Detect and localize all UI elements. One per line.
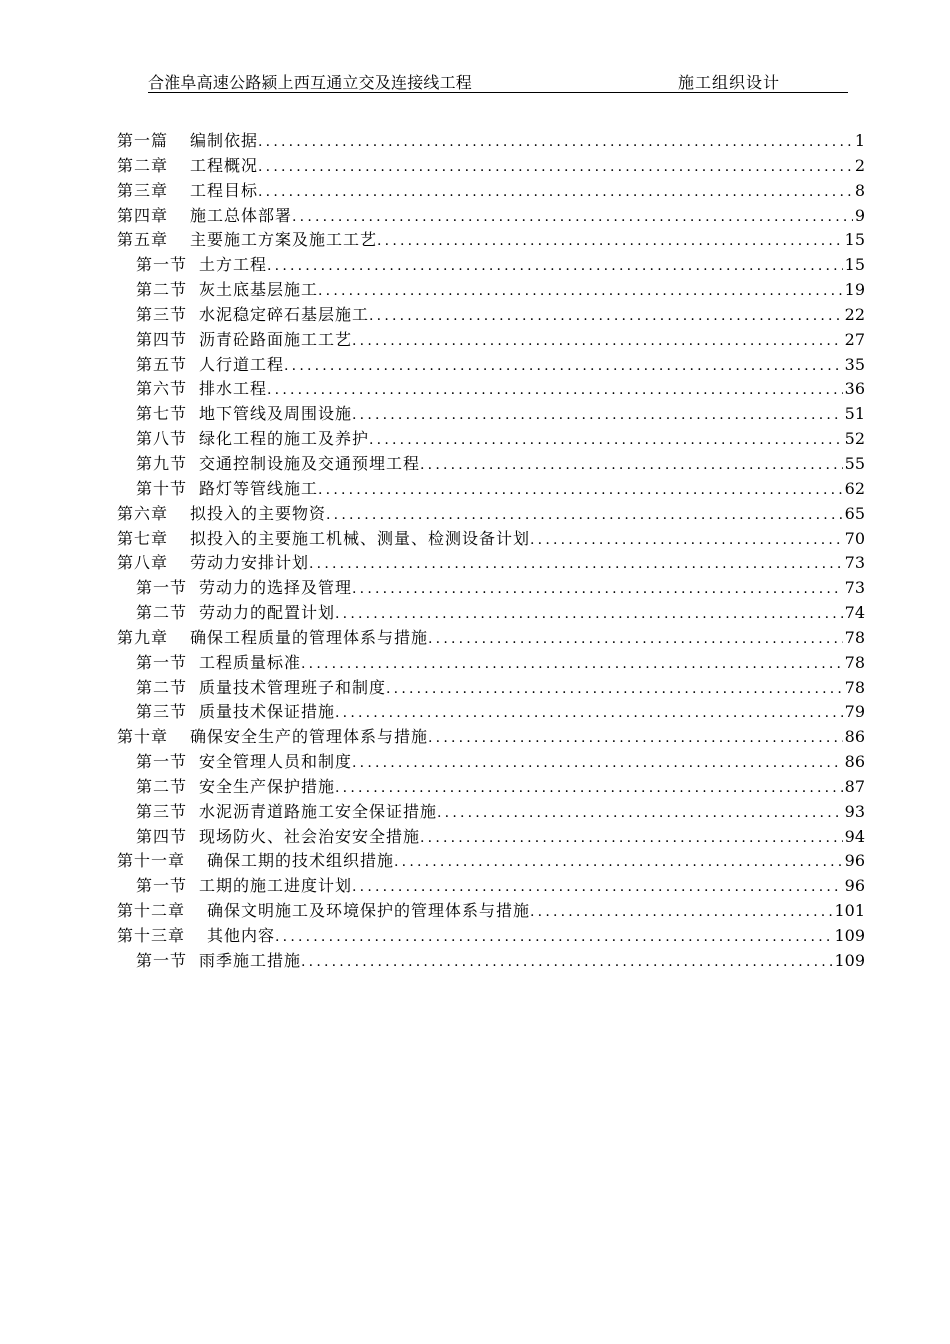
toc-section-entry[interactable] <box>117 650 865 675</box>
toc-entry-number: 第二节 <box>136 776 188 796</box>
toc-entry-page-number: 109 <box>834 950 865 970</box>
toc-entry-title: 施工总体部署 <box>190 205 293 225</box>
toc-entry-number: 第三节 <box>136 702 188 722</box>
toc-entry-page-number: 74 <box>844 603 865 623</box>
toc-entry-title: 地下管线及周围设施 <box>199 404 353 424</box>
dot-leader <box>267 382 843 398</box>
toc-entry-number: 第九章 <box>117 627 169 647</box>
toc-entry-page-number: 15 <box>844 255 865 275</box>
toc-entry-page-number: 1 <box>854 131 865 150</box>
toc-chapter-entry[interactable] <box>117 526 865 551</box>
toc-entry-page-number: 78 <box>844 627 865 647</box>
toc-entry-title: 编制依据 <box>190 131 259 150</box>
toc-section-entry[interactable] <box>117 352 865 377</box>
toc-entry-page-number: 70 <box>844 528 865 548</box>
toc-section-entry[interactable] <box>117 426 865 451</box>
toc-entry-page-number: 27 <box>844 329 865 349</box>
dot-leader <box>377 233 843 249</box>
toc-entry-page-number: 73 <box>844 578 865 598</box>
toc-entry-number: 第二节 <box>136 603 188 623</box>
toc-section-entry[interactable] <box>117 799 865 824</box>
toc-section-entry[interactable] <box>117 774 865 799</box>
toc-entry-title: 水泥沥青道路施工安全保证措施 <box>199 801 438 821</box>
toc-entry-number: 第四章 <box>117 205 169 225</box>
toc-chapter-entry[interactable] <box>117 724 865 749</box>
dot-leader <box>301 656 843 672</box>
page-header <box>148 68 848 93</box>
toc-entry-page-number: 35 <box>844 354 865 374</box>
toc-entry-number: 第六节 <box>136 379 188 399</box>
toc-entry-page-number: 87 <box>844 776 865 796</box>
toc-entry-title: 确保文明施工及环境保护的管理体系与措施 <box>207 901 531 921</box>
dot-leader <box>267 258 843 274</box>
toc-entry-page-number: 65 <box>844 503 865 523</box>
toc-entry-title: 劳动力安排计划 <box>190 553 310 573</box>
toc-section-entry[interactable] <box>117 327 865 352</box>
toc-entry-number: 第十一章 <box>117 851 186 871</box>
toc-entry-number: 第一节 <box>136 578 188 598</box>
toc-entry-number: 第五章 <box>117 230 169 250</box>
toc-entry-page-number: 109 <box>834 926 865 945</box>
toc-entry-page-number: 8 <box>854 180 865 200</box>
toc-entry-page-number: 62 <box>844 478 865 498</box>
dot-leader <box>309 556 843 572</box>
dot-leader <box>292 209 853 225</box>
header-project-title: 合淮阜高速公路颍上西互通立交及连接线工程 <box>148 73 473 92</box>
toc-entry-number: 第四节 <box>136 826 188 846</box>
toc-entry-page-number: 86 <box>844 752 865 772</box>
dot-leader <box>258 184 853 200</box>
toc-entry-title: 水泥稳定碎石基层施工 <box>199 304 370 324</box>
toc-section-entry[interactable] <box>117 451 865 476</box>
toc-entry-title: 主要施工方案及施工工艺 <box>190 230 378 250</box>
toc-chapter-entry[interactable] <box>117 848 865 873</box>
dot-leader <box>318 482 843 498</box>
toc-entry-page-number: 51 <box>844 404 865 424</box>
toc-entry-page-number: 36 <box>844 379 865 399</box>
header-document-type: 施工组织设计 <box>678 73 781 92</box>
dot-leader <box>352 333 843 349</box>
dot-leader <box>386 681 843 697</box>
toc-entry-number: 第十三章 <box>117 926 186 945</box>
toc-entry-page-number: 86 <box>844 727 865 747</box>
dot-leader <box>369 432 843 448</box>
toc-entry-number: 第二节 <box>136 280 188 300</box>
dot-leader <box>352 755 843 771</box>
toc-entry-number: 第四节 <box>136 329 188 349</box>
toc-entry-number: 第八章 <box>117 553 169 573</box>
dot-leader <box>335 780 843 796</box>
toc-entry-number: 第一节 <box>136 950 188 970</box>
toc-entry-number: 第十节 <box>136 478 188 498</box>
toc-chapter-entry[interactable] <box>117 128 865 153</box>
toc-entry-title: 拟投入的主要施工机械、测量、检测设备计划 <box>190 528 531 548</box>
toc-section-entry[interactable] <box>117 675 865 700</box>
toc-section-entry[interactable] <box>117 948 865 973</box>
toc-entry-number: 第二章 <box>117 155 169 175</box>
toc-entry-title: 确保工期的技术组织措施 <box>207 851 395 871</box>
toc-entry-title: 工程目标 <box>190 180 259 200</box>
toc-entry-number: 第十章 <box>117 727 169 747</box>
toc-entry-title: 路灯等管线施工 <box>199 478 319 498</box>
toc-entry-title: 排水工程 <box>199 379 268 399</box>
toc-entry-number: 第九节 <box>136 453 188 473</box>
toc-section-entry[interactable] <box>117 749 865 774</box>
toc-section-entry[interactable] <box>117 277 865 302</box>
toc-entry-page-number: 94 <box>844 826 865 846</box>
dot-leader <box>335 606 843 622</box>
toc-section-entry[interactable] <box>117 302 865 327</box>
toc-entry-page-number: 96 <box>844 876 865 896</box>
dot-leader <box>420 457 843 473</box>
dot-leader <box>335 705 843 721</box>
dot-leader <box>352 581 843 597</box>
toc-entry-number: 第七节 <box>136 404 188 424</box>
toc-entry-page-number: 78 <box>844 652 865 672</box>
toc-entry-title: 灰土底基层施工 <box>199 280 319 300</box>
toc-entry-page-number: 15 <box>844 230 865 250</box>
toc-entry-page-number: 22 <box>844 304 865 324</box>
toc-entry-title: 工程概况 <box>190 155 259 175</box>
toc-section-entry[interactable] <box>117 476 865 501</box>
toc-entry-page-number: 93 <box>844 801 865 821</box>
toc-entry-title: 安全管理人员和制度 <box>199 752 353 772</box>
dot-leader <box>352 879 843 895</box>
toc-chapter-entry[interactable] <box>117 923 865 948</box>
toc-section-entry[interactable] <box>117 873 865 898</box>
dot-leader <box>394 854 843 870</box>
toc-entry-title: 安全生产保护措施 <box>199 776 336 796</box>
toc-chapter-entry[interactable] <box>117 227 865 252</box>
dot-leader <box>428 631 843 647</box>
toc-chapter-entry[interactable] <box>117 203 865 228</box>
toc-entry-title: 拟投入的主要物资 <box>190 503 327 523</box>
toc-entry-title: 劳动力的选择及管理 <box>199 578 353 598</box>
toc-section-entry[interactable] <box>117 824 865 849</box>
toc-entry-number: 第七章 <box>117 528 169 548</box>
dot-leader <box>428 730 843 746</box>
toc-entry-number: 第二节 <box>136 677 188 697</box>
dot-leader <box>530 532 843 548</box>
dot-leader <box>352 407 843 423</box>
toc-entry-number: 第十二章 <box>117 901 186 921</box>
toc-entry-title: 质量技术保证措施 <box>199 702 336 722</box>
toc-entry-number: 第一节 <box>136 255 188 275</box>
toc-section-entry[interactable] <box>117 600 865 625</box>
toc-entry-title: 劳动力的配置计划 <box>199 603 336 623</box>
table-of-contents <box>117 128 865 973</box>
toc-entry-number: 第五节 <box>136 354 188 374</box>
dot-leader <box>284 358 843 374</box>
dot-leader <box>326 507 843 523</box>
dot-leader <box>437 805 843 821</box>
dot-leader <box>369 308 843 324</box>
toc-entry-page-number: 79 <box>844 702 865 722</box>
toc-entry-title: 质量技术管理班子和制度 <box>199 677 387 697</box>
dot-leader <box>530 904 832 920</box>
toc-entry-title: 现场防火、社会治安安全措施 <box>199 826 421 846</box>
toc-entry-page-number: 19 <box>844 280 865 300</box>
dot-leader <box>301 954 832 970</box>
toc-entry-title: 确保安全生产的管理体系与措施 <box>190 727 429 747</box>
toc-entry-title: 工程质量标准 <box>199 652 302 672</box>
dot-leader <box>318 283 843 299</box>
toc-chapter-entry[interactable] <box>117 153 865 178</box>
toc-chapter-entry[interactable] <box>117 501 865 526</box>
toc-entry-number: 第三章 <box>117 180 169 200</box>
toc-entry-number: 第八节 <box>136 429 188 449</box>
toc-chapter-entry[interactable] <box>117 178 865 203</box>
toc-entry-title: 工期的施工进度计划 <box>199 876 353 896</box>
dot-leader <box>420 830 843 846</box>
toc-entry-number: 第一节 <box>136 652 188 672</box>
toc-entry-page-number: 78 <box>844 677 865 697</box>
toc-entry-page-number: 52 <box>844 429 865 449</box>
dot-leader <box>258 134 853 150</box>
toc-entry-number: 第一节 <box>136 752 188 772</box>
toc-chapter-entry[interactable] <box>117 625 865 650</box>
toc-entry-page-number: 96 <box>844 851 865 871</box>
toc-entry-title: 沥青砼路面施工工艺 <box>199 329 353 349</box>
dot-leader <box>258 159 853 175</box>
toc-section-entry[interactable] <box>117 401 865 426</box>
toc-entry-title: 其他内容 <box>207 926 276 945</box>
dot-leader <box>275 929 832 945</box>
toc-entry-page-number: 55 <box>844 453 865 473</box>
toc-entry-number: 第三节 <box>136 304 188 324</box>
toc-entry-page-number: 9 <box>854 205 865 225</box>
toc-section-entry[interactable] <box>117 699 865 724</box>
toc-entry-title: 绿化工程的施工及养护 <box>199 429 370 449</box>
toc-chapter-entry[interactable] <box>117 550 865 575</box>
toc-entry-title: 交通控制设施及交通预埋工程 <box>199 453 421 473</box>
toc-entry-page-number: 2 <box>854 155 865 175</box>
toc-chapter-entry[interactable] <box>117 898 865 923</box>
toc-entry-number: 第三节 <box>136 801 188 821</box>
toc-section-entry[interactable] <box>117 575 865 600</box>
toc-section-entry[interactable] <box>117 376 865 401</box>
toc-section-entry[interactable] <box>117 252 865 277</box>
toc-entry-page-number: 101 <box>834 901 865 921</box>
toc-entry-title: 确保工程质量的管理体系与措施 <box>190 627 429 647</box>
toc-entry-title: 雨季施工措施 <box>199 950 302 970</box>
toc-entry-number: 第一节 <box>136 876 188 896</box>
toc-entry-title: 土方工程 <box>199 255 268 275</box>
toc-entry-page-number: 73 <box>844 553 865 573</box>
toc-entry-title: 人行道工程 <box>199 354 285 374</box>
toc-entry-number: 第六章 <box>117 503 169 523</box>
toc-entry-number: 第一篇 <box>117 131 169 150</box>
